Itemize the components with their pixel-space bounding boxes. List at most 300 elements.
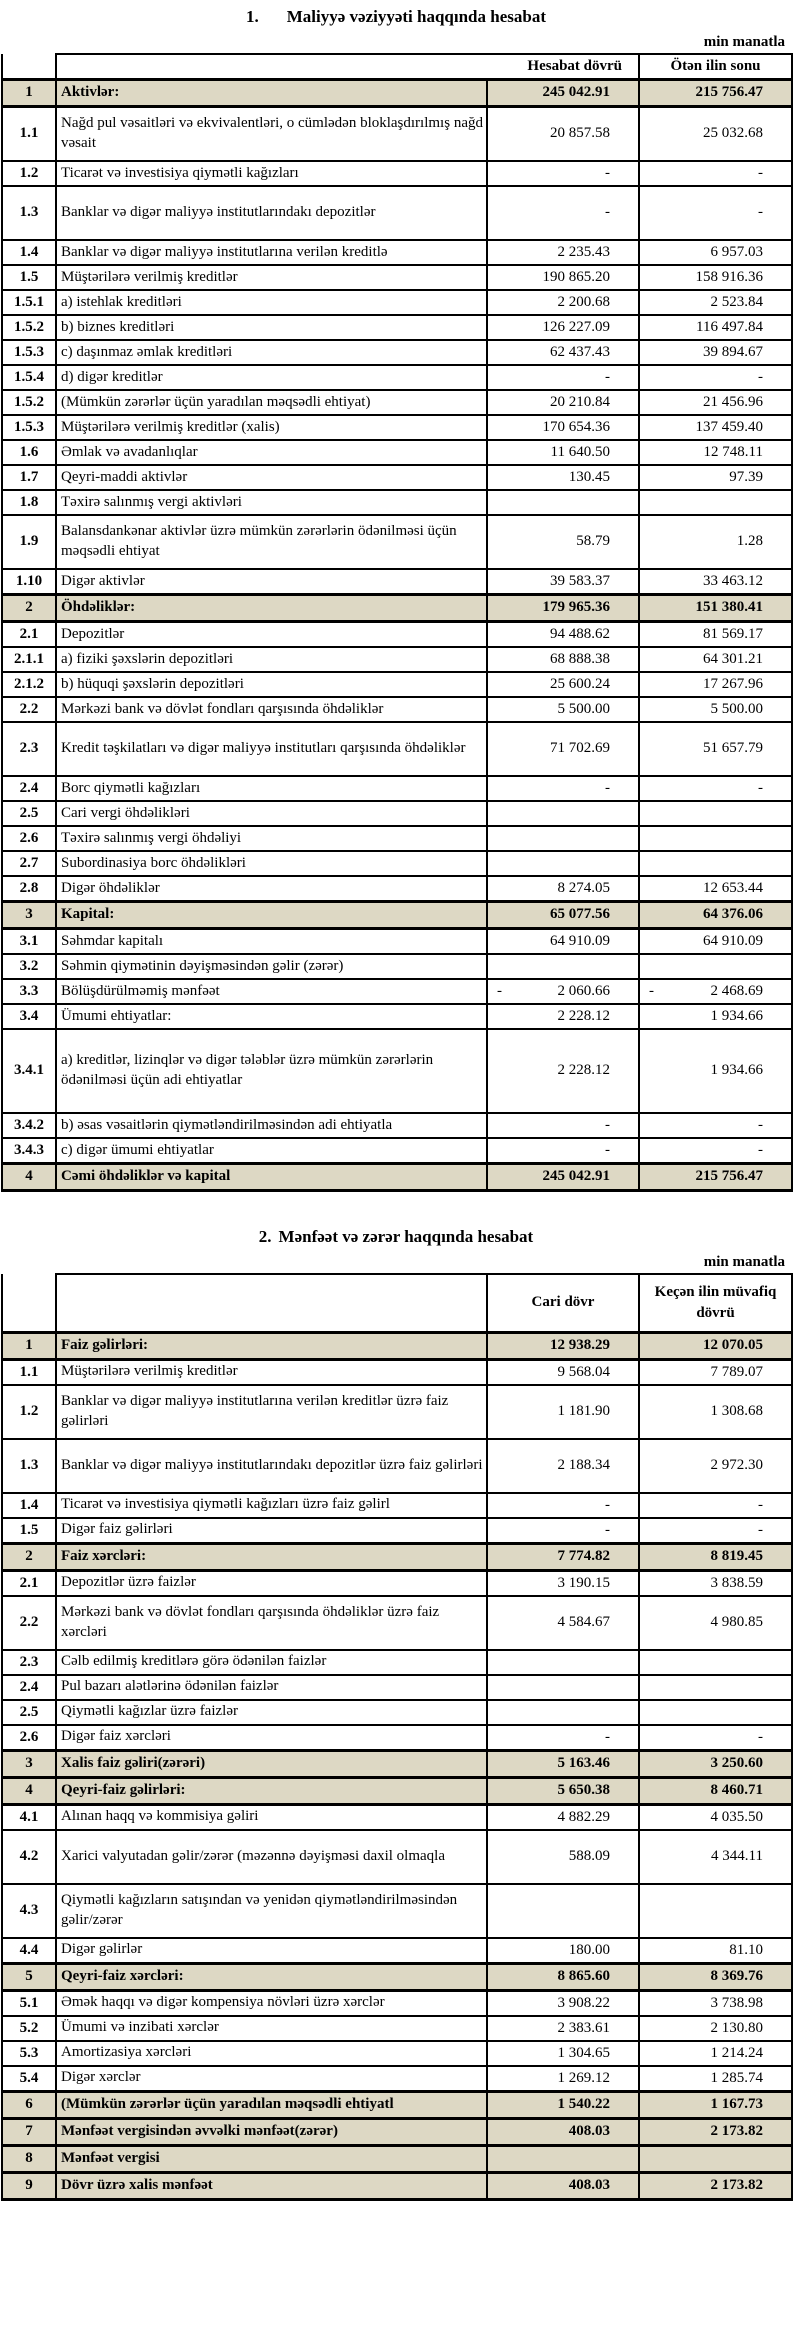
balance-sheet-title-text: Maliyyə vəziyyəti haqqında hesabat xyxy=(286,7,546,26)
row-label: Qiymətli kağızların satışından və yenidən qiymətləndirilməsindən gəlir/zərər xyxy=(61,1892,458,1928)
row-label: b) əsas vəsaitlərin qiymətləndirilməsindən adi ehtiyatla xyxy=(61,1116,393,1133)
row-label: Qeyri-faiz xərcləri: xyxy=(61,1967,184,1984)
row-value-cell xyxy=(639,801,792,826)
row-label-cell xyxy=(56,1725,487,1751)
row-value-cell xyxy=(487,901,639,928)
row-value-cell xyxy=(487,186,639,240)
row-value: 58.79 xyxy=(576,533,610,550)
row-number: 3.2 xyxy=(2,954,56,979)
row-value: 20 857.58 xyxy=(550,125,610,142)
row-number: 2.6 xyxy=(2,826,56,851)
row-label-cell xyxy=(56,1750,487,1777)
row-value: 3 838.59 xyxy=(710,1574,763,1591)
row-label-cell xyxy=(56,490,487,515)
table-row xyxy=(2,1163,792,1190)
row-label-cell xyxy=(56,2172,487,2199)
row-value: 5 500.00 xyxy=(710,700,763,717)
row-label: Digər aktivlər xyxy=(61,572,145,589)
table-row xyxy=(2,1750,792,1777)
row-value-cell xyxy=(487,801,639,826)
row-value-cell xyxy=(639,1439,792,1493)
row-value-cell xyxy=(487,2118,639,2145)
row-value-cell xyxy=(639,1725,792,1751)
value-text: 2 468.69 xyxy=(710,982,763,999)
row-value-cell xyxy=(487,106,639,161)
minus-sign: - xyxy=(497,982,502,999)
row-label: a) kreditlər, lizinqlər və digər tələblər üzrə mümkün zərərlərin ödənilməsi üçün adi ehtiyatlar xyxy=(61,1052,434,1088)
row-label-cell xyxy=(56,1990,487,2016)
row-value-cell xyxy=(487,1004,639,1029)
income-statement-header-row xyxy=(2,1274,792,1333)
row-value-cell xyxy=(487,240,639,265)
row-value-cell xyxy=(487,1990,639,2016)
table-row xyxy=(2,161,792,186)
table-row xyxy=(2,2066,792,2092)
row-value: 5 650.38 xyxy=(557,1782,610,1798)
row-label: a) fiziki şəxslərin depozitləri xyxy=(61,650,234,667)
row-label: Qeyri-faiz gəlirləri: xyxy=(61,1781,186,1798)
row-value-cell xyxy=(639,2016,792,2041)
row-value: - xyxy=(605,1496,610,1513)
row-value: 12 070.05 xyxy=(703,1337,763,1353)
row-label: Əmlak və avadanlıqlar xyxy=(61,443,198,460)
row-value-cell xyxy=(487,315,639,340)
row-value-cell xyxy=(487,1138,639,1164)
row-number: 8 xyxy=(2,2145,56,2172)
table-row xyxy=(2,672,792,697)
row-number: 2.1.1 xyxy=(2,647,56,672)
table-row xyxy=(2,1385,792,1439)
row-label: Depozitlər üzrə faizlər xyxy=(61,1574,196,1591)
row-value-cell xyxy=(487,851,639,876)
row-value: 8 274.05 xyxy=(557,879,610,896)
row-label: Mənfəət vergisindən əvvəlki mənfəət(zərər) xyxy=(61,2122,338,2139)
row-label: Kredit təşkilatları və digər maliyyə institutları qarşısında öhdəliklər xyxy=(61,740,466,756)
row-value: 3 190.15 xyxy=(557,1574,610,1591)
table-row xyxy=(2,1963,792,1990)
row-label: Mərkəzi bank və dövlət fondları qarşısında öhdəliklər üzrə faiz xərcləri xyxy=(61,1604,440,1640)
balance-sheet-title-number: 1. xyxy=(245,7,259,26)
row-label: (Mümkün zərərlər üçün yaradılan məqsədli ehtiyat) xyxy=(61,393,371,410)
table-row xyxy=(2,594,792,621)
table-row xyxy=(2,440,792,465)
row-value: 1 269.12 xyxy=(557,2069,610,2086)
row-number: 4.4 xyxy=(2,1938,56,1964)
row-number: 5.3 xyxy=(2,2041,56,2066)
row-label-cell xyxy=(56,2041,487,2066)
table-row xyxy=(2,1439,792,1493)
row-label: Aktivlər: xyxy=(61,84,120,100)
table-row xyxy=(2,340,792,365)
balance-sheet-title xyxy=(1,6,791,27)
minus-sign: - xyxy=(649,982,654,999)
row-value: 8 369.76 xyxy=(710,1968,763,1984)
row-number: 3.4 xyxy=(2,1004,56,1029)
table-row xyxy=(2,901,792,928)
row-value: 5 500.00 xyxy=(557,700,610,717)
row-value: 245 042.91 xyxy=(542,84,610,101)
row-value-cell xyxy=(487,928,639,954)
row-number: 3.1 xyxy=(2,928,56,954)
row-number: 3.4.2 xyxy=(2,1113,56,1138)
row-value: 71 702.69 xyxy=(550,740,610,757)
row-value-cell xyxy=(639,2041,792,2066)
row-value: 33 463.12 xyxy=(703,572,763,589)
row-label: Ticarət və investisiya qiymətli kağızları xyxy=(61,164,299,181)
row-number: 2.1.2 xyxy=(2,672,56,697)
row-label: Digər faiz xərcləri xyxy=(61,1728,171,1745)
row-value-cell xyxy=(487,1700,639,1725)
row-label: c) daşınmaz əmlak kreditləri xyxy=(61,343,233,360)
row-value-cell xyxy=(639,186,792,240)
row-value: 21 456.96 xyxy=(703,393,763,410)
row-label-cell xyxy=(56,1830,487,1884)
row-label-cell xyxy=(56,1439,487,1493)
table-row xyxy=(2,697,792,722)
table-row xyxy=(2,2016,792,2041)
income-statement-title-number: 2. xyxy=(258,1226,272,1246)
row-value-cell xyxy=(487,79,639,106)
table-row xyxy=(2,1518,792,1544)
row-number: 5.1 xyxy=(2,1990,56,2016)
row-label: Dövr üzrə xalis mənfəət xyxy=(61,2176,213,2193)
row-value-cell xyxy=(487,1938,639,1964)
table-row xyxy=(2,465,792,490)
table-row xyxy=(2,79,792,106)
row-number: 1.6 xyxy=(2,440,56,465)
row-value: 5 163.46 xyxy=(557,1755,610,1771)
row-number: 1.9 xyxy=(2,515,56,569)
row-value: - xyxy=(758,204,763,221)
income-statement-title-text: Mənfəət və zərər haqqında hesabat xyxy=(278,1226,534,1246)
row-value-cell xyxy=(487,1543,639,1570)
row-value-cell xyxy=(639,1596,792,1650)
row-value-cell xyxy=(639,315,792,340)
row-value-cell xyxy=(639,1138,792,1164)
row-value-cell xyxy=(487,647,639,672)
income-statement-unit-label: min manatla xyxy=(703,1254,785,1270)
row-number: 1.5.2 xyxy=(2,390,56,415)
row-value-cell xyxy=(487,979,639,1004)
row-value: 2 200.68 xyxy=(557,293,610,310)
row-value-cell xyxy=(639,569,792,595)
row-value: 81 569.17 xyxy=(703,625,763,642)
row-number: 2.3 xyxy=(2,722,56,776)
row-value-cell xyxy=(639,776,792,801)
row-value-cell xyxy=(639,876,792,902)
table-row xyxy=(2,106,792,161)
table-row xyxy=(2,1884,792,1938)
row-value: 7 789.07 xyxy=(710,1363,763,1380)
row-label-cell xyxy=(56,2091,487,2118)
table-row xyxy=(2,415,792,440)
row-value-cell xyxy=(487,621,639,647)
column-header-end-of-last-year: Ötən ilin sonu xyxy=(639,54,792,80)
row-value-cell xyxy=(639,1804,792,1830)
row-number: 1.4 xyxy=(2,1493,56,1518)
row-value: 64 301.21 xyxy=(703,650,763,667)
row-label-cell xyxy=(56,465,487,490)
row-label-cell xyxy=(56,2016,487,2041)
row-number: 5 xyxy=(2,1963,56,1990)
row-number: 1 xyxy=(2,79,56,106)
table-row xyxy=(2,647,792,672)
table-row xyxy=(2,1700,792,1725)
table-row xyxy=(2,290,792,315)
row-number: 4 xyxy=(2,1777,56,1804)
row-label-cell xyxy=(56,928,487,954)
table-row xyxy=(2,1804,792,1830)
row-label-cell xyxy=(56,1700,487,1725)
row-label-cell xyxy=(56,1570,487,1596)
row-value-cell xyxy=(639,928,792,954)
row-number: 3.3 xyxy=(2,979,56,1004)
row-value: 1 540.22 xyxy=(557,2096,610,2112)
row-value: - xyxy=(758,1728,763,1745)
row-label: Müştərilərə verilmiş kreditlər (xalis) xyxy=(61,418,280,435)
row-label: Səhmdar kapitalı xyxy=(61,932,164,949)
row-number: 5.2 xyxy=(2,2016,56,2041)
row-label-cell xyxy=(56,1493,487,1518)
row-value: 588.09 xyxy=(568,1848,610,1864)
row-label-cell xyxy=(56,290,487,315)
row-label-cell xyxy=(56,2118,487,2145)
row-value: 65 077.56 xyxy=(550,906,610,923)
row-value-cell xyxy=(487,440,639,465)
row-value-cell xyxy=(487,776,639,801)
row-label-cell xyxy=(56,1596,487,1650)
row-value: 2 383.61 xyxy=(557,2019,610,2036)
row-value-cell xyxy=(487,2091,639,2118)
row-value-cell xyxy=(639,1675,792,1700)
row-value: 245 042.91 xyxy=(542,1168,610,1185)
row-value-cell xyxy=(487,1359,639,1385)
row-value: 12 653.44 xyxy=(703,879,763,896)
row-label-cell xyxy=(56,876,487,902)
row-value-cell xyxy=(487,1750,639,1777)
row-value: - xyxy=(605,1116,610,1133)
table-row xyxy=(2,1675,792,1700)
row-value-cell xyxy=(639,161,792,186)
row-number: 2.7 xyxy=(2,851,56,876)
row-value-cell xyxy=(639,954,792,979)
row-number: 3 xyxy=(2,1750,56,1777)
row-value: - xyxy=(758,164,763,181)
row-value-cell xyxy=(639,290,792,315)
row-number: 1.5.3 xyxy=(2,415,56,440)
table-row xyxy=(2,515,792,569)
table-row xyxy=(2,2118,792,2145)
row-value-cell xyxy=(639,851,792,876)
table-row xyxy=(2,826,792,851)
table-row xyxy=(2,1113,792,1138)
row-value-cell xyxy=(639,1884,792,1938)
row-value: - xyxy=(605,164,610,181)
row-value-cell xyxy=(639,1777,792,1804)
row-label: b) biznes kreditləri xyxy=(61,318,175,335)
row-label-cell xyxy=(56,801,487,826)
row-label: Borc qiymətli kağızları xyxy=(61,779,201,796)
row-number: 4 xyxy=(2,1163,56,1190)
row-value: 12 748.11 xyxy=(703,443,763,460)
table-row xyxy=(2,801,792,826)
row-number: 3.4.1 xyxy=(2,1029,56,1113)
row-value-cell xyxy=(639,106,792,161)
row-label-cell xyxy=(56,722,487,776)
row-value-cell xyxy=(639,265,792,290)
row-value: 116 497.84 xyxy=(696,318,763,335)
header-number-cell xyxy=(2,1274,56,1333)
row-number: 1.2 xyxy=(2,1385,56,1439)
row-number: 3.4.3 xyxy=(2,1138,56,1164)
row-value-cell xyxy=(487,594,639,621)
row-value: 8 460.71 xyxy=(710,1782,763,1798)
row-number: 1.1 xyxy=(2,1359,56,1385)
row-number: 1.1 xyxy=(2,106,56,161)
row-value: 39 894.67 xyxy=(703,343,763,360)
table-row xyxy=(2,1777,792,1804)
row-value: 7 774.82 xyxy=(557,1548,610,1564)
row-label: Xalis faiz gəliri(zərəri) xyxy=(61,1754,206,1771)
table-row xyxy=(2,1596,792,1650)
row-number: 4.1 xyxy=(2,1804,56,1830)
row-label-cell xyxy=(56,265,487,290)
row-value: 94 488.62 xyxy=(550,625,610,642)
row-value-cell xyxy=(487,2172,639,2199)
row-value: - xyxy=(758,1521,763,1538)
row-label-cell xyxy=(56,1804,487,1830)
row-label-cell xyxy=(56,315,487,340)
row-value: 130.45 xyxy=(568,468,610,485)
row-label: (Mümkün zərərlər üçün yaradılan məqsədli ehtiyatl xyxy=(61,2095,394,2112)
row-value: - xyxy=(758,1496,763,1513)
table-row xyxy=(2,1830,792,1884)
row-number: 4.3 xyxy=(2,1884,56,1938)
row-value: 12 938.29 xyxy=(550,1337,610,1353)
row-value-cell xyxy=(487,290,639,315)
row-value-cell xyxy=(487,340,639,365)
row-value: 2 228.12 xyxy=(557,1062,610,1079)
table-row xyxy=(2,1332,792,1359)
row-label: c) digər ümumi ehtiyatlar xyxy=(61,1141,214,1158)
row-label-cell xyxy=(56,390,487,415)
row-value: 2 235.43 xyxy=(557,243,610,260)
table-row xyxy=(2,954,792,979)
row-label-cell xyxy=(56,106,487,161)
row-label: Digər faiz gəlirləri xyxy=(61,1521,173,1538)
row-number: 5.4 xyxy=(2,2066,56,2092)
row-label-cell xyxy=(56,1029,487,1113)
row-value: 4 584.67 xyxy=(557,1614,610,1630)
table-row xyxy=(2,240,792,265)
row-value: 2 523.84 xyxy=(710,293,763,310)
row-label-cell xyxy=(56,1385,487,1439)
row-number: 2 xyxy=(2,1543,56,1570)
row-value-cell xyxy=(639,901,792,928)
row-value: 137 459.40 xyxy=(695,418,763,435)
row-label: Digər öhdəliklər xyxy=(61,879,160,896)
row-value-cell xyxy=(639,2118,792,2145)
row-number: 1.10 xyxy=(2,569,56,595)
row-value-cell xyxy=(487,2016,639,2041)
row-value: 39 583.37 xyxy=(550,572,610,589)
row-value-cell xyxy=(487,365,639,390)
row-label-cell xyxy=(56,340,487,365)
row-label: Cəmi öhdəliklər və kapital xyxy=(61,1168,231,1184)
row-value-cell xyxy=(639,1830,792,1884)
row-value-cell xyxy=(639,440,792,465)
row-number: 1.8 xyxy=(2,490,56,515)
row-value: 170 654.36 xyxy=(542,418,610,435)
row-value-cell xyxy=(639,1700,792,1725)
row-value: 9 568.04 xyxy=(557,1363,610,1380)
row-label-cell xyxy=(56,186,487,240)
row-value-cell xyxy=(639,594,792,621)
header-number-cell xyxy=(2,54,56,80)
table-row xyxy=(2,2172,792,2199)
row-label-cell xyxy=(56,79,487,106)
row-number: 3 xyxy=(2,901,56,928)
row-value-cell xyxy=(639,1990,792,2016)
row-value: 1 934.66 xyxy=(710,1007,763,1024)
balance-sheet-table xyxy=(1,53,793,1192)
row-label: Cəlb edilmiş kreditlərə görə ödənilən faizlər xyxy=(61,1653,327,1670)
column-header-current-period: Cari dövr xyxy=(487,1274,639,1333)
row-value: 1 167.73 xyxy=(710,2096,763,2112)
income-statement-table xyxy=(1,1273,793,2201)
row-number: 2.2 xyxy=(2,697,56,722)
row-value-cell xyxy=(639,672,792,697)
row-label: Öhdəliklər: xyxy=(61,599,136,615)
row-value-cell xyxy=(639,240,792,265)
row-value-cell xyxy=(639,515,792,569)
table-row xyxy=(2,1990,792,2016)
row-value-cell xyxy=(487,161,639,186)
table-row xyxy=(2,1570,792,1596)
row-number: 1.2 xyxy=(2,161,56,186)
row-label-cell xyxy=(56,569,487,595)
row-number: 9 xyxy=(2,2172,56,2199)
row-value-cell xyxy=(487,1830,639,1884)
row-value-cell xyxy=(487,1493,639,1518)
row-label: Faiz gəlirləri: xyxy=(61,1336,149,1353)
balance-sheet-header-row xyxy=(2,54,792,80)
table-row xyxy=(2,365,792,390)
row-value-cell xyxy=(639,490,792,515)
table-row xyxy=(2,1138,792,1164)
table-row xyxy=(2,722,792,776)
row-number: 2.4 xyxy=(2,776,56,801)
row-label: Balansdankənar aktivlər üzrə mümkün zərərlərin ödənilməsi üçün məqsədli ehtiyat xyxy=(61,523,457,559)
row-value: 4 980.85 xyxy=(710,1614,763,1630)
row-value-cell xyxy=(487,876,639,902)
row-number: 1.5 xyxy=(2,1518,56,1544)
row-label-cell xyxy=(56,1543,487,1570)
row-label-cell xyxy=(56,240,487,265)
row-value-cell xyxy=(639,979,792,1004)
row-label-cell xyxy=(56,1518,487,1544)
row-value-cell xyxy=(487,1163,639,1190)
row-value-cell xyxy=(639,621,792,647)
row-value-cell xyxy=(639,2145,792,2172)
row-value: - xyxy=(605,204,610,221)
row-label-cell xyxy=(56,161,487,186)
row-value: 179 965.36 xyxy=(542,599,610,616)
row-label: Banklar və digər maliyyə institutlarındakı depozitlər üzrə faiz gəlirləri xyxy=(61,1456,483,1473)
row-number: 2.5 xyxy=(2,801,56,826)
row-value: 11 640.50 xyxy=(550,443,610,460)
row-value-cell xyxy=(639,390,792,415)
